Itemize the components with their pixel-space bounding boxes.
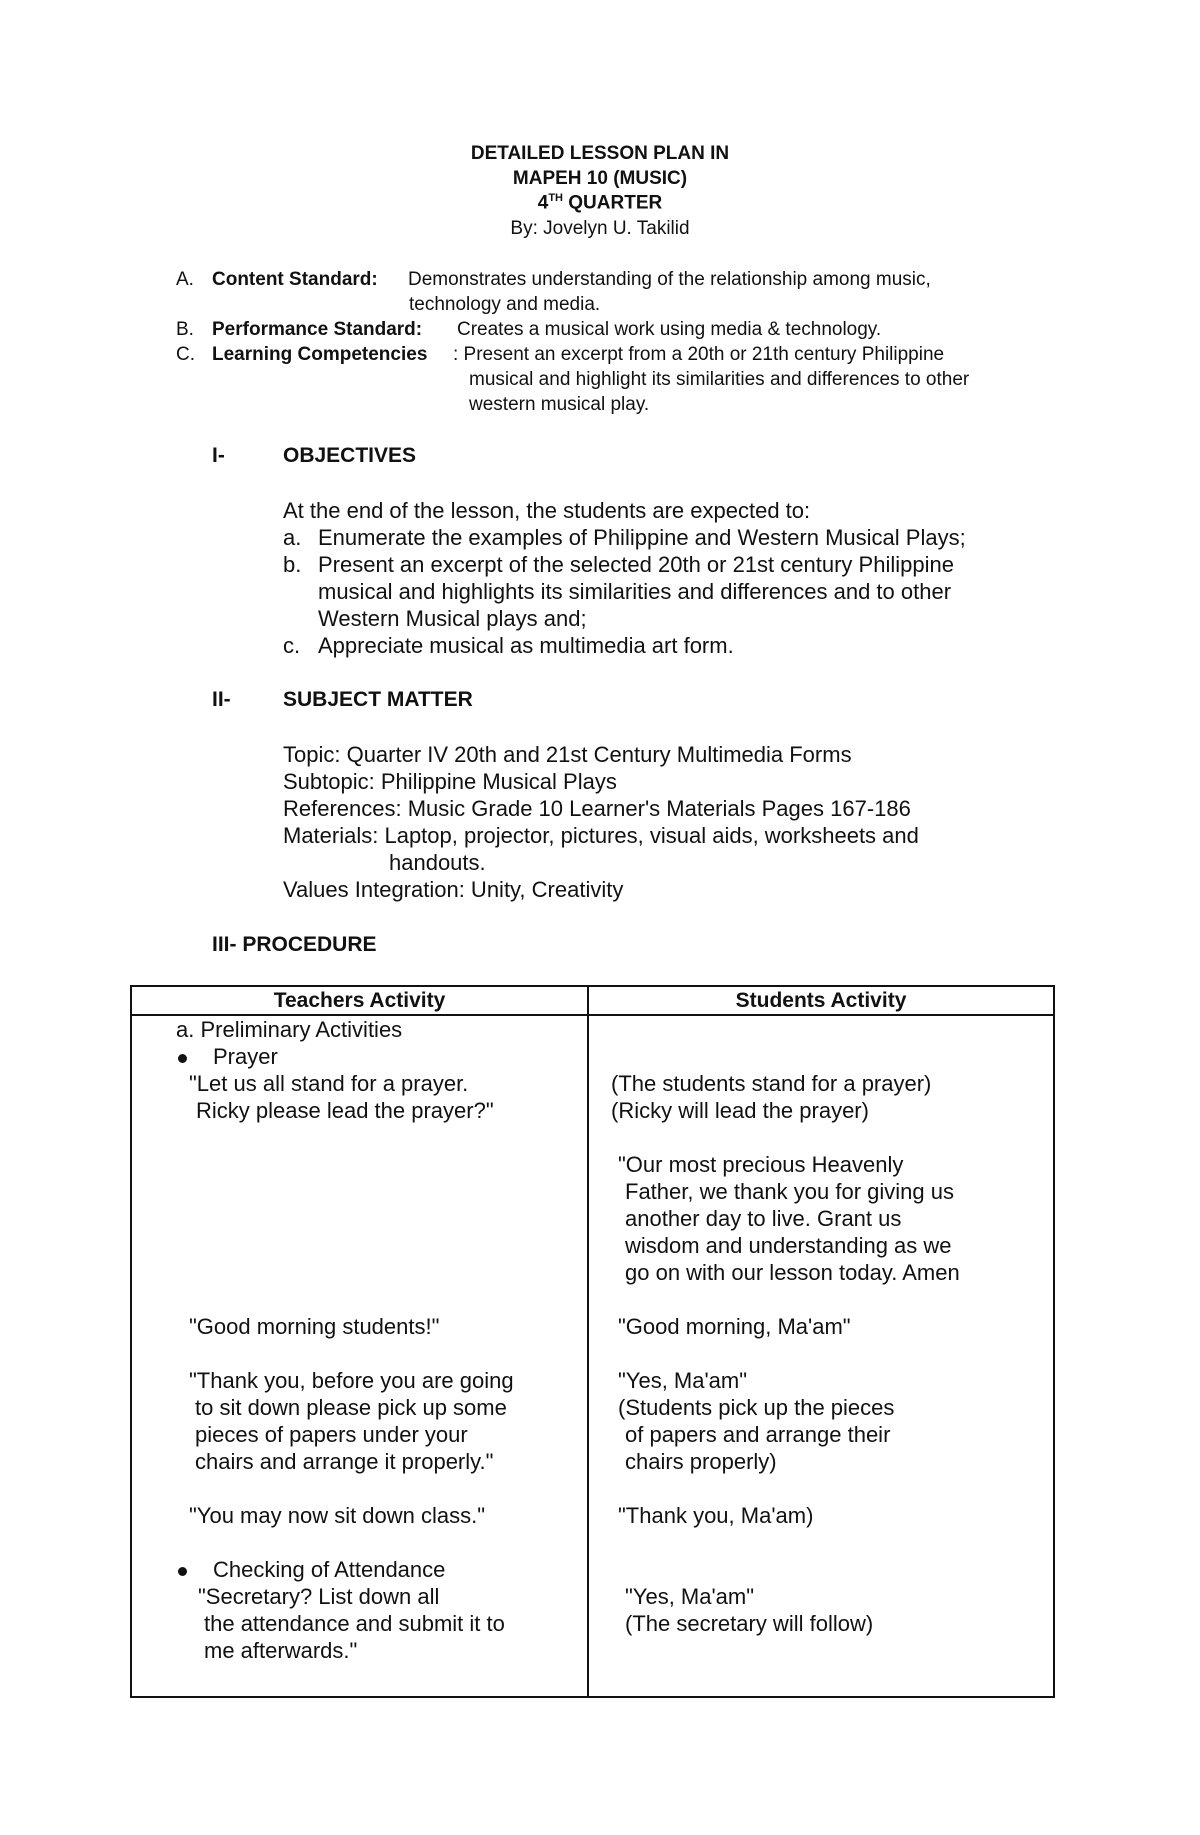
quarter-prefix: 4	[537, 192, 549, 214]
student-line: Father, we thank you for giving us	[625, 1179, 954, 1204]
subject-values: Values Integration: Unity, Creativity	[283, 877, 624, 902]
performance-standard-text: Creates a musical work using media & technology.	[457, 319, 882, 340]
performance-standard-label: Performance Standard:	[212, 319, 423, 340]
subject-topic: Topic: Quarter IV 20th and 21st Century Multimedia Forms	[283, 742, 852, 767]
objectives-number: I-	[212, 444, 225, 467]
student-line: chairs properly)	[625, 1449, 777, 1474]
learning-competencies-text-1: : Present an excerpt from a 20th or 21th century Philippine	[453, 344, 945, 365]
students-activity-cell	[588, 1015, 1054, 1697]
teacher-line: "Let us all stand for a prayer.	[189, 1071, 469, 1096]
teacher-line: "Good morning students!"	[189, 1314, 440, 1339]
teachers-activity-cell	[131, 1015, 588, 1697]
title-line-1: DETAILED LESSON PLAN IN	[470, 143, 730, 164]
subject-materials-2: handouts.	[389, 850, 486, 875]
teacher-line: me afterwards."	[204, 1638, 358, 1663]
learning-competencies-label: Learning Competencies	[212, 344, 428, 365]
title-line-2: MAPEH 10 (MUSIC)	[512, 168, 688, 189]
objective-a-text: Enumerate the examples of Philippine and Western Musical Plays;	[318, 525, 966, 550]
teacher-bullet-prayer	[178, 1043, 187, 1070]
teacher-line: Prayer	[213, 1044, 278, 1069]
objective-c-text: Appreciate musical as multimedia art form.	[318, 633, 734, 658]
objective-b-text-2: musical and highlights its similarities and differences and to other	[318, 579, 952, 604]
procedure-heading: III- PROCEDURE	[212, 933, 377, 956]
subject-matter-number: II-	[212, 688, 231, 711]
student-line: wisdom and understanding as we	[625, 1233, 952, 1258]
performance-standard-letter: B.	[176, 319, 194, 340]
objectives-heading: OBJECTIVES	[283, 444, 417, 467]
teacher-bullet-attendance	[178, 1556, 187, 1583]
student-line: go on with our lesson today. Amen	[625, 1260, 960, 1285]
subject-references: References: Music Grade 10 Learner's Materials Pages 167-186	[283, 796, 911, 821]
quarter-suffix: QUARTER	[563, 192, 663, 214]
student-line: (Students pick up the pieces	[618, 1395, 895, 1420]
student-line: "Thank you, Ma'am)	[618, 1503, 814, 1528]
objective-b-marker: b.	[283, 552, 302, 577]
students-activity-header: Students Activity	[588, 986, 1054, 1015]
student-line: (Ricky will lead the prayer)	[611, 1098, 869, 1123]
bullet-icon	[178, 1054, 187, 1063]
content-standard-text-2: technology and media.	[409, 294, 601, 315]
student-line: "Yes, Ma'am"	[625, 1584, 755, 1609]
learning-competencies-letter: C.	[176, 344, 195, 365]
quarter-sup: TH	[548, 192, 563, 204]
teacher-line: pieces of papers under your	[195, 1422, 468, 1447]
learning-competencies-text-3: western musical play.	[469, 394, 650, 415]
procedure-table-row	[131, 1015, 1054, 1697]
author: By: Jovelyn U. Takilid	[510, 218, 690, 239]
student-line: (The students stand for a prayer)	[611, 1071, 932, 1096]
subject-matter-heading: SUBJECT MATTER	[283, 688, 473, 711]
content-standard-letter: A.	[176, 269, 194, 290]
teacher-line: "Secretary? List down all	[198, 1584, 440, 1609]
teacher-line: the attendance and submit it to	[204, 1611, 505, 1636]
content-standard-text-1: Demonstrates understanding of the relationship among music,	[408, 269, 931, 290]
quarter-line	[0, 192, 1200, 214]
objective-a-marker: a.	[283, 525, 302, 550]
teacher-line: "Thank you, before you are going	[189, 1368, 514, 1393]
student-line: "Our most precious Heavenly	[618, 1152, 904, 1177]
student-line: "Yes, Ma'am"	[618, 1368, 748, 1393]
content-standard-label: Content Standard:	[212, 269, 378, 290]
teacher-line: to sit down please pick up some	[195, 1395, 507, 1420]
objectives-intro: At the end of the lesson, the students are expected to:	[283, 498, 811, 523]
teacher-line: a. Preliminary Activities	[176, 1017, 403, 1042]
procedure-table	[130, 985, 1055, 1698]
learning-competencies-text-2: musical and highlight its similarities and differences to other	[469, 369, 970, 390]
objective-b-text-1: Present an excerpt of the selected 20th or 21st century Philippine	[318, 552, 954, 577]
teacher-line: Ricky please lead the prayer?"	[196, 1098, 494, 1123]
teacher-line: "You may now sit down class."	[189, 1503, 486, 1528]
procedure-table-header	[131, 986, 1054, 1015]
student-line: another day to live. Grant us	[625, 1206, 902, 1231]
student-line: "Good morning, Ma'am"	[618, 1314, 851, 1339]
student-line: of papers and arrange their	[625, 1422, 891, 1447]
teacher-line: chairs and arrange it properly."	[195, 1449, 494, 1474]
objective-c-marker: c.	[283, 633, 301, 658]
subject-materials-1: Materials: Laptop, projector, pictures, visual aids, worksheets and	[283, 823, 919, 848]
bullet-icon	[178, 1567, 187, 1576]
subject-subtopic: Subtopic: Philippine Musical Plays	[283, 769, 617, 794]
objective-b-text-3: Western Musical plays and;	[318, 606, 587, 631]
student-line: (The secretary will follow)	[625, 1611, 874, 1636]
teacher-line: Checking of Attendance	[213, 1557, 446, 1582]
teachers-activity-header: Teachers Activity	[131, 986, 588, 1015]
